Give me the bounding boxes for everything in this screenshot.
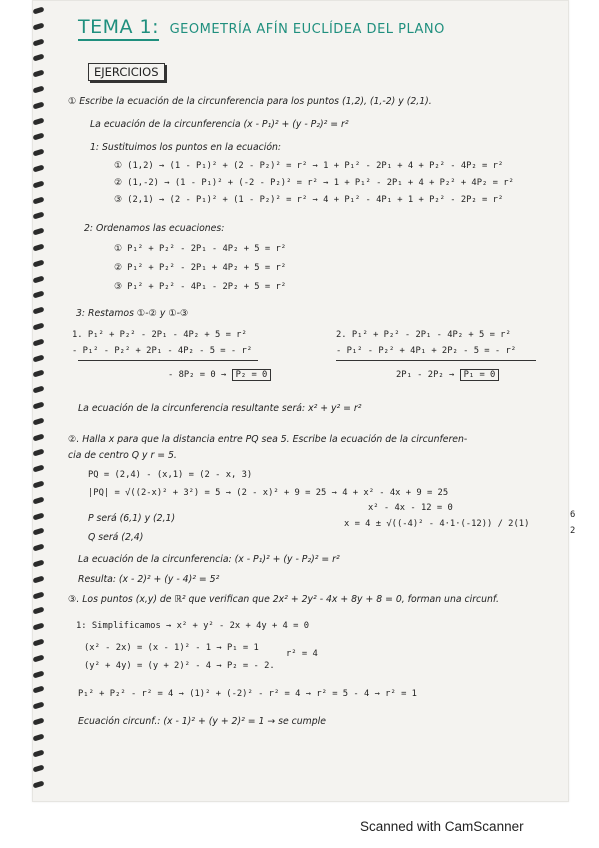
step-3-heading: 3: Restamos ①-② y ①-③ [76,308,189,319]
exercise-1-result: La ecuación de la circunferencia resultante será: x² + y² = r² [78,403,362,414]
result-box-p1: P₁ = 0 [460,369,500,381]
root-2: 2 [570,526,576,536]
binding-hole [32,338,44,346]
root-6: 6 [570,510,576,520]
subtraction-2-line-a: 2. P₁² + P₂² - 2P₁ - 4P₂ + 5 = r² [336,330,511,340]
radius-computation: P₁² + P₂² - r² = 4 → (1)² + (-2)² - r² = 4 → r² = 5 - 4 → r² = 1 [78,689,417,699]
binding-hole [32,370,44,378]
title-text: GEOMETRÍA AFÍN EUCLÍDEA DEL PLANO [169,22,445,37]
ordered-eq-3: ③ P₁² + P₂² - 4P₁ - 2P₂ + 5 = r² [114,282,287,292]
binding-hole [32,196,44,204]
binding-hole [32,212,44,220]
binding-hole [32,386,44,394]
binding-hole [32,259,44,267]
binding-hole [32,765,44,773]
binding-hole [32,702,44,710]
step-1-heading: 1: Sustituimos los puntos en la ecuación: [90,142,282,153]
subtraction-1-result [168,369,271,381]
binding-hole [32,133,44,141]
circle-equation-intro: La ecuación de la circunferencia (x - P₁)² + (y - P₂)² = r² [90,119,349,130]
exercise-3-statement: ③. Los puntos (x,y) de ℝ² que verifican que 2x² + 2y² - 4x + 8y + 8 = 0, forman una circunf. [68,594,499,605]
scanner-watermark: Scanned with CamScanner [360,819,524,834]
binding-hole [32,559,44,567]
radius-squared-4: r² = 4 [286,649,318,659]
binding-hole [32,291,44,299]
page-content [68,0,576,800]
binding-hole [32,164,44,172]
substitution-3: ③ (2,1) → (2 - P₁)² + (1 - P₂)² = r² → 4 + P₁² - 4P₁ + 1 + P₂² - 2P₂ = r² [114,195,504,205]
exercise-2-statement-cont: cia de centro Q y r = 5. [68,450,177,461]
binding-hole [32,6,44,14]
binding-hole [32,117,44,125]
pq-modulus: |PQ| = √((2-x)² + 3²) = 5 → (2 - x)² + 9 = 25 → 4 + x² - 4x + 9 = 25 [88,488,449,498]
pq-vector: PQ = (2,4) - (x,1) = (2 - x, 3) [88,470,253,480]
subtraction-1-line-b: - P₁² - P₂² + 2P₁ - 4P₂ - 5 = - r² [72,346,253,356]
binding-hole [32,417,44,425]
binding-hole [32,322,44,330]
binding-hole [32,496,44,504]
binding-hole [32,544,44,552]
subtraction-2-rule [336,360,536,361]
binding-hole [32,670,44,678]
title-number: TEMA 1: [78,16,159,41]
exercise-1-statement: ① Escribe la ecuación de la circunferencia para los puntos (1,2), (1,-2) y (2,1). [68,96,432,107]
binding-hole [32,275,44,283]
subtraction-2-result [396,369,499,381]
subtraction-1-result-text: - 8P₂ = 0 → [168,370,227,380]
result-box-p2: P₂ = 0 [232,369,272,381]
binding-hole [32,433,44,441]
exercise-2-result: Resulta: (x - 2)² + (y - 4)² = 5² [78,574,220,585]
complete-square-x: (x² - 2x) = (x - 1)² - 1 → P₁ = 1 [84,643,259,653]
binding-hole [32,85,44,93]
binding-hole [32,243,44,251]
binding-hole [32,180,44,188]
binding-hole [32,70,44,78]
binding-hole [32,228,44,236]
substitution-2: ② (1,-2) → (1 - P₁)² + (-2 - P₂)² = r² → 1 + P₁² - 2P₁ + 4 + P₂² + 4P₂ = r² [114,178,514,188]
binding-hole [32,465,44,473]
exercises-heading: EJERCICIOS [88,63,165,81]
binding-hole [32,654,44,662]
binding-hole [32,623,44,631]
binding-hole [32,38,44,46]
binding-hole [32,480,44,488]
binding-hole [32,101,44,109]
binding-hole [32,22,44,30]
binding-hole [32,686,44,694]
binding-hole [32,354,44,362]
subtraction-1-line-a: 1. P₁² + P₂² - 2P₁ - 4P₂ + 5 = r² [72,330,247,340]
binding-hole [32,749,44,757]
binding-hole [32,638,44,646]
binding-hole [32,401,44,409]
step-2-heading: 2: Ordenamos las ecuaciones: [84,223,225,234]
ordered-eq-2: ② P₁² + P₂² - 2P₁ + 4P₂ + 5 = r² [114,263,287,273]
page-title [78,16,445,38]
binding-hole [32,528,44,536]
complete-square-y: (y² + 4y) = (y + 2)² - 4 → P₂ = - 2. [84,661,275,671]
binding-hole [32,591,44,599]
subtraction-2-line-b: - P₁² - P₂² + 4P₁ + 2P₂ - 5 = - r² [336,346,517,356]
binding-hole [32,54,44,62]
binding-hole [32,149,44,157]
quadratic-equation: x² - 4x - 12 = 0 [368,503,453,513]
binding-hole [32,717,44,725]
exercise-2-statement: ②. Halla x para que la distancia entre PQ sea 5. Escribe la ecuación de la circunferen- [68,434,468,445]
substitution-1: ① (1,2) → (1 - P₁)² + (2 - P₂)² = r² → 1 + P₁² - 2P₁ + 4 + P₂² - 4P₂ = r² [114,161,504,171]
subtraction-1-rule [78,360,258,361]
binding-hole [32,307,44,315]
binding-hole [32,449,44,457]
point-p-values: P será (6,1) y (2,1) [88,513,176,524]
spiral-binding [33,8,45,793]
binding-hole [32,733,44,741]
subtraction-2-result-text: 2P₁ - 2P₂ → [396,370,455,380]
binding-hole [32,512,44,520]
binding-hole [32,607,44,615]
exercise-3-result: Ecuación circunf.: (x - 1)² + (y + 2)² = 1 → se cumple [78,716,326,727]
simplify-step: 1: Simplificamos → x² + y² - 2x + 4y + 4 = 0 [76,621,310,631]
binding-hole [32,575,44,583]
circle-equation-general: La ecuación de la circunferencia: (x - P₁)² + (y - P₂)² = r² [78,554,340,565]
quadratic-formula: x = 4 ± √((-4)² - 4·1·(-12)) / 2(1) [344,519,530,529]
binding-hole [32,781,44,789]
point-q-value: Q será (2,4) [88,532,144,543]
ordered-eq-1: ① P₁² + P₂² - 2P₁ - 4P₂ + 5 = r² [114,244,287,254]
